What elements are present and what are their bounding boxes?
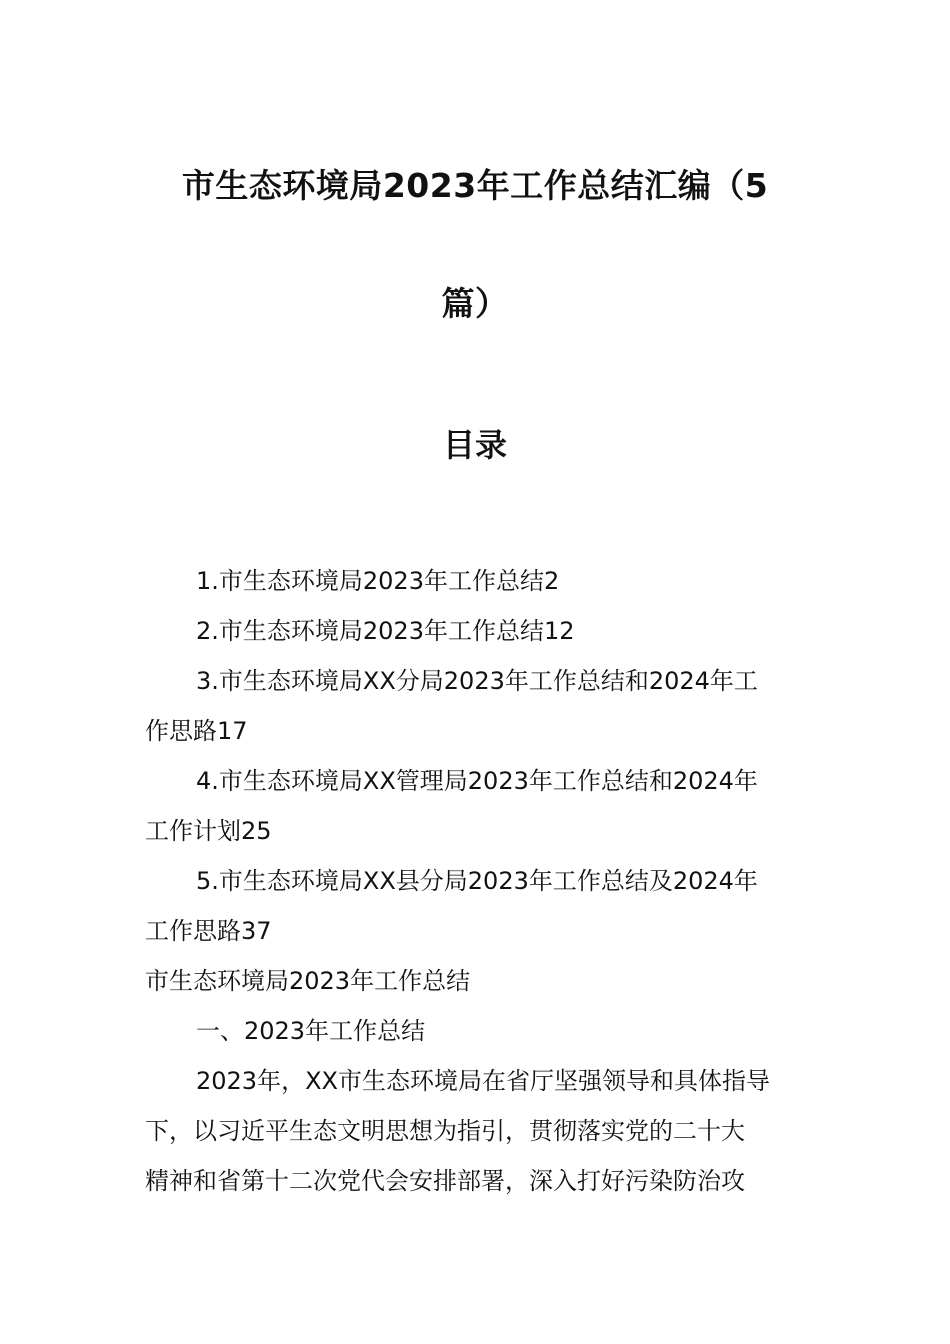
body-paragraph-line-3: 精神和省第十二次党代会安排部署，深入打好污染防治攻 (145, 1167, 745, 1195)
section-title: 市生态环境局2023年工作总结 (145, 967, 471, 995)
document-title-line-2: 篇） (441, 284, 509, 323)
toc-entry-4-continuation[interactable]: 工作计划25 (145, 817, 272, 845)
toc-entry-4[interactable]: 4.市生态环境局XX管理局2023年工作总结和2024年 (196, 767, 758, 795)
document-title-line-1: 市生态环境局2023年工作总结汇编（5 (181, 166, 769, 205)
body-paragraph-line-2: 下，以习近平生态文明思想为指引，贯彻落实党的二十大 (145, 1117, 745, 1145)
toc-entry-5[interactable]: 5.市生态环境局XX县分局2023年工作总结及2024年 (196, 867, 758, 895)
toc-entry-5-continuation[interactable]: 工作思路37 (145, 917, 272, 945)
toc-entry-1[interactable]: 1.市生态环境局2023年工作总结2 (196, 567, 560, 595)
toc-entry-3-continuation[interactable]: 作思路17 (145, 717, 248, 745)
subsection-title: 一、2023年工作总结 (196, 1017, 426, 1045)
toc-entry-2[interactable]: 2.市生态环境局2023年工作总结12 (196, 617, 575, 645)
body-paragraph-line-1: 2023年，XX市生态环境局在省厅坚强领导和具体指导 (196, 1067, 770, 1095)
toc-entry-3[interactable]: 3.市生态环境局XX分局2023年工作总结和2024年工 (196, 667, 758, 695)
toc-heading: 目录 (442, 426, 507, 464)
